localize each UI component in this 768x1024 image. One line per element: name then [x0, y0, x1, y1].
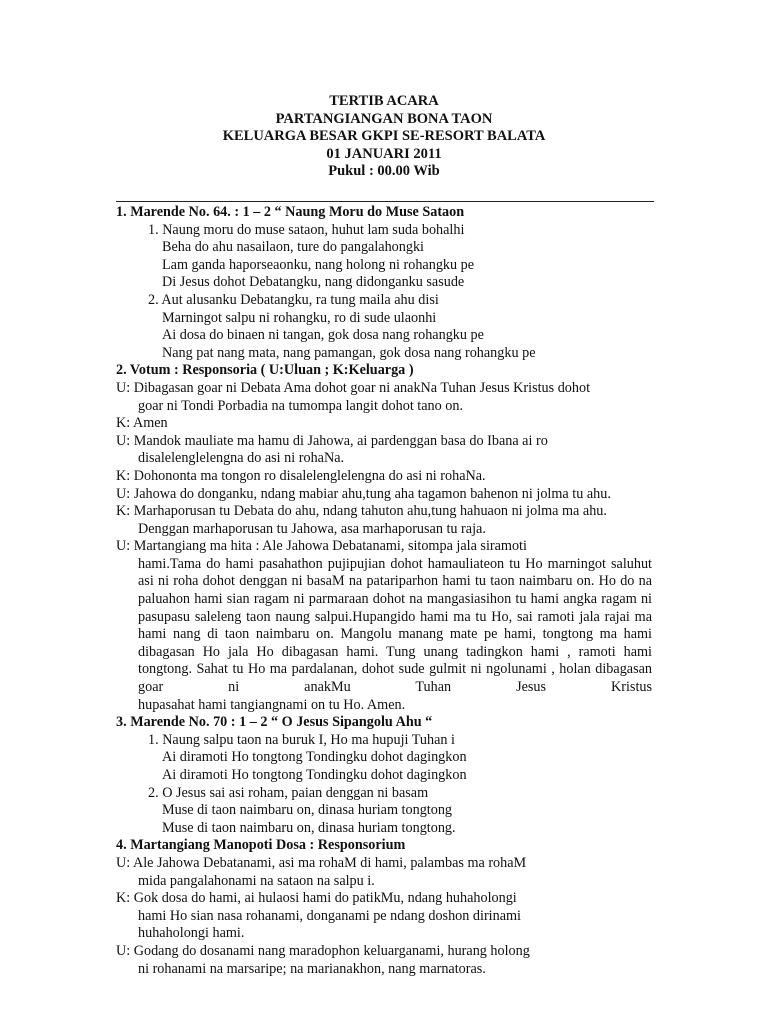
hymn-line: 2. O Jesus sai asi roham, paian denggan ni basam: [148, 784, 429, 801]
document-header: [0, 93, 768, 181]
responsory-line: hupasahat hami tangiangnami on tu Ho. Amen.: [138, 696, 406, 713]
header-subtitle: PARTANGIANGAN BONA TAON: [275, 110, 493, 127]
responsory-line: mida pangalahonami na sataon na salpu i.: [138, 872, 375, 889]
hymn-line: 1. Naung moru do muse sataon, huhut lam suda bohalhi: [148, 221, 465, 238]
header-date: 01 JANUARI 2011: [326, 145, 442, 162]
responsory-line: K: Gok dosa do hami, ai hulaosi hami do patikMu, ndang huhaholongi: [116, 890, 517, 907]
section-3-title: 3. Marende No. 70 : 1 – 2 “ O Jesus Sipangolu Ahu “: [116, 714, 433, 731]
section-1-title: 1. Marende No. 64. : 1 – 2 “ Naung Moru do Muse Sataon: [116, 204, 465, 220]
responsory-line: K: Dohononta ma tongon ro disalelenglelengna do asi ni rohaNa.: [116, 467, 486, 484]
hymn-line: Marningot salpu ni rohangku, ro di sude ulaonhi: [162, 309, 437, 326]
responsory-line: ni rohanami na marsaripe; na marianakhon, nang marnatoras.: [138, 960, 486, 977]
hymn-line: 2. Aut alusanku Debatangku, ra tung maila ahu disi: [148, 291, 439, 308]
hymn-line: Ai dosa do binaen ni tangan, gok dosa nang rohangku pe: [162, 327, 484, 344]
section-4-title: 4. Martangiang Manopoti Dosa : Responsorium: [116, 837, 406, 854]
responsory-line: huhaholongi hami.: [138, 925, 245, 942]
responsory-line: U: Godang do dosanami nang maradophon keluarganami, hurang holong: [116, 942, 530, 959]
header-time: Pukul : 00.00 Wib: [328, 163, 440, 179]
prayer-paragraph: hami.Tama do hami pasahathon pujipujian dohot hamauliateon tu Ho marningot saluhut asi ni roha dohot denggan ni basaM na patariparhon hami tu taon naimbaru on. Ho do na paluahon hami sian ragam ni parmaraan dohot na mangasiasihon tu hami angka ragam ni pasupasu saleleng taon naung salpui.Hupangido hami ma tu Ho, sai ramoti jala rajai ma hami nang di taon naimbaru on. Mangolu manang mate pe hami, tongtong ma hami dibagasan Ho jala Ho dibagasan hami. Tung unang tadingkon hami , ramoti hami tongtong. Sahat tu Ho ma pardalanan, dohot sude gulmit ni ngolunami , holan dibagasan goar ni anakMu Tuhan Jesus Kristus: [138, 555, 652, 696]
section-2-title: 2. Votum : Responsoria ( U:Uluan ; K:Keluarga ): [116, 362, 414, 379]
responsory-line: U: Jahowa do donganku, ndang mabiar ahu,tung aha tagamon bahenon ni jolma tu ahu.: [116, 485, 611, 502]
hymn-line: Nang pat nang mata, nang pamangan, gok dosa nang rohangku pe: [162, 344, 536, 361]
hymn-line: Beha do ahu nasailaon, ture do pangalahongki: [162, 239, 424, 256]
hymn-line: Ai diramoti Ho tongtong Tondingku dohot dagingkon: [162, 749, 467, 766]
responsory-line: K: Amen: [116, 415, 168, 432]
responsory-line: Denggan marhaporusan tu Jahowa, asa marhaporusan tu raja.: [138, 520, 486, 537]
document-body: [116, 204, 652, 978]
responsory-line: hami Ho sian nasa rohanami, donganami pe ndang doshon dirinami: [138, 907, 521, 924]
header-title: TERTIB ACARA: [329, 93, 439, 109]
hymn-line: Lam ganda haporseaonku, nang holong ni rohangku pe: [162, 256, 475, 273]
hymn-line: Muse di taon naimbaru on, dinasa huriam tongtong.: [162, 819, 456, 836]
hymn-line: Di Jesus dohot Debatangku, nang didonganku sasude: [162, 274, 465, 291]
header-organization: KELUARGA BESAR GKPI SE-RESORT BALATA: [222, 128, 546, 144]
responsory-line: K: Marhaporusan tu Debata do ahu, ndang tahuton ahu,tung hahuaon ni jolma ma ahu.: [116, 503, 607, 520]
responsory-line: goar ni Tondi Porbadia na tumompa langit dohot tano on.: [138, 397, 464, 414]
responsory-line: U: Dibagasan goar ni Debata Ama dohot goar ni anakNa Tuhan Jesus Kristus dohot: [116, 379, 591, 396]
responsory-line: U: Mandok mauliate ma hamu di Jahowa, ai pardenggan basa do Ibana ai ro: [116, 432, 548, 449]
header-divider: [116, 201, 654, 202]
responsory-line: U: Ale Jahowa Debatanami, asi ma rohaM di hami, palambas ma rohaM: [116, 854, 527, 871]
hymn-line: Muse di taon naimbaru on, dinasa huriam tongtong: [162, 802, 453, 819]
responsory-line: disalelenglelengna do asi ni rohaNa.: [138, 450, 345, 467]
responsory-line: U: Martangiang ma hita : Ale Jahowa Debatanami, sitompa jala siramoti: [116, 538, 527, 555]
hymn-line: Ai diramoti Ho tongtong Tondingku dohot dagingkon: [162, 767, 467, 783]
hymn-line: 1. Naung salpu taon na buruk I, Ho ma hupuji Tuhan i: [148, 731, 455, 748]
